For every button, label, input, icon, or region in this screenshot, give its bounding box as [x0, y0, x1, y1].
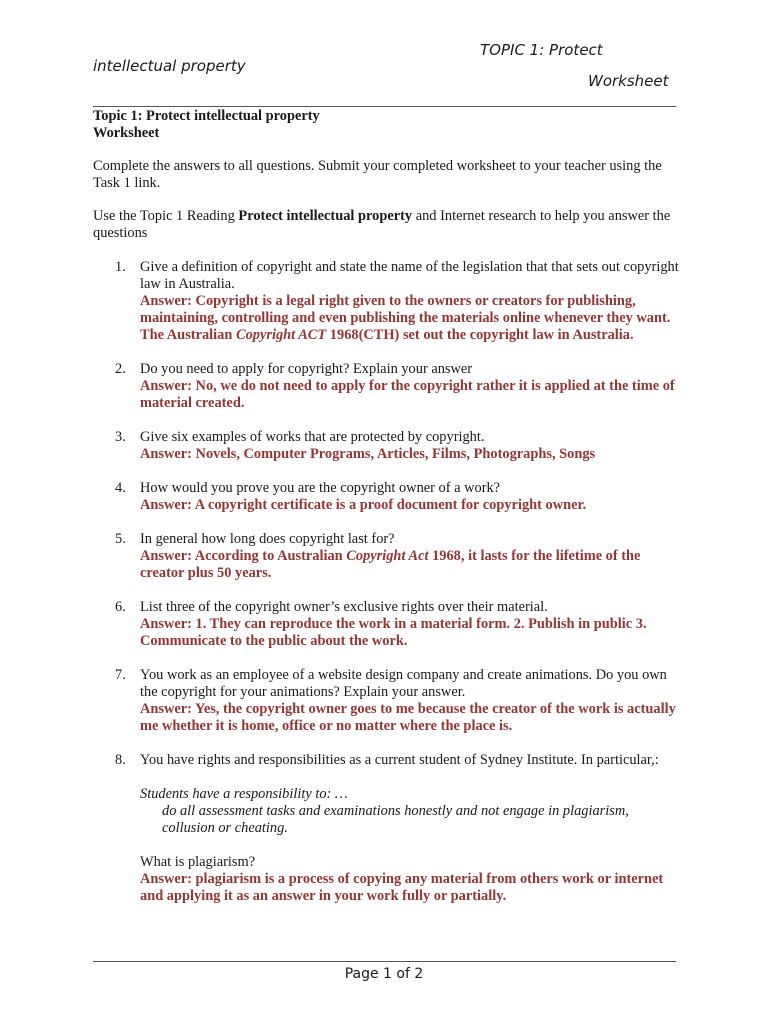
header-topic: TOPIC 1: Protect [480, 41, 603, 59]
footer-rule [93, 961, 676, 962]
question-text: You work as an employee of a website design company and create animations. Do you own the copyright for your animations? Explain your answer. [140, 667, 667, 700]
answer-text: Answer: Novels, Computer Programs, Articles, Films, Photographs, Songs [140, 446, 596, 462]
question-item [93, 531, 683, 582]
question-number: 7. [115, 667, 126, 683]
question-number: 2. [115, 361, 126, 377]
responsibility-quote [140, 786, 683, 837]
question-text: In general how long does copyright last for? [140, 531, 395, 547]
answer-part: Answer: According to Australian [140, 548, 347, 564]
question-text: List three of the copyright owner’s exclusive rights over their material. [140, 599, 548, 615]
question-number: 1. [115, 259, 126, 275]
plagiarism-question: What is plagiarism? [140, 854, 256, 870]
answer-legislation-name: Copyright Act [346, 548, 429, 564]
question-number: 6. [115, 599, 126, 615]
question-number: 5. [115, 531, 126, 547]
answer-text: Answer: 1. They can reproduce the work in a material form. 2. Publish in public 3. Communicate to the public about the work. [140, 616, 647, 649]
question-item [93, 361, 683, 412]
answer-text [140, 548, 683, 582]
answer-text: Answer: plagiarism is a process of copying any material from others work or internet and applying it as an answer in your work fully or partially. [140, 871, 664, 904]
header-kind: Worksheet [588, 72, 669, 90]
answer-text: Answer: No, we do not need to apply for the copyright rather it is applied at the time of material created. [140, 378, 675, 411]
instruction-prefix: Use the Topic 1 Reading [93, 208, 239, 224]
question-text: You have rights and responsibilities as a current student of Sydney Institute. In particular,: [140, 752, 659, 768]
question-item [93, 752, 683, 905]
question-item [93, 599, 683, 650]
answer-text: Answer: A copyright certificate is a proof document for copyright owner. [140, 497, 587, 513]
document-subtitle: Worksheet [93, 125, 160, 141]
answer-part: 1968, it lasts for the lifetime of the creator plus 50 years. [140, 548, 641, 581]
quote-lead: Students have a responsibility to: … [140, 786, 348, 802]
instruction-suffix: and Internet research to help you answer the questions [93, 208, 671, 241]
question-number: 8. [115, 752, 126, 768]
question-number: 4. [115, 480, 126, 496]
question-text: Give a definition of copyright and state the name of the legislation that that sets out copyright law in Australia. [140, 259, 679, 292]
instruction-reading-title: Protect intellectual property [238, 208, 413, 224]
question-item [93, 259, 683, 344]
question-number: 3. [115, 429, 126, 445]
header-subject: intellectual property [93, 57, 246, 75]
question-item [93, 667, 683, 735]
answer-part: 1968(CTH) set out the copyright law in Australia. [326, 327, 634, 343]
document-title: Topic 1: Protect intellectual property [93, 108, 320, 124]
question-text: Give six examples of works that are protected by copyright. [140, 429, 485, 445]
quote-body: do all assessment tasks and examinations honestly and not engage in plagiarism, collusion or cheating. [162, 803, 629, 836]
question-text: How would you prove you are the copyright owner of a work? [140, 480, 501, 496]
question-text: Do you need to apply for copyright? Explain your answer [140, 361, 473, 377]
header-rule [93, 106, 676, 107]
question-item [93, 480, 683, 514]
answer-part: Answer: Copyright is a legal right given to the owners or creators for publishing, maintaining, controlling and even publishing the materials online whenever they want. The Australian [140, 293, 671, 343]
intro-paragraph: Complete the answers to all questions. Submit your completed worksheet to your teacher using the Task 1 link. [93, 158, 662, 191]
answer-text: Answer: Yes, the copyright owner goes to me because the creator of the work is actually me whether it is home, office or no matter where the place is. [140, 701, 676, 734]
question-item [93, 429, 683, 463]
document-title-block [93, 108, 683, 142]
page-number: Page 1 of 2 [344, 966, 424, 982]
answer-legislation-name: Copyright ACT [235, 327, 327, 343]
answer-text [140, 293, 683, 344]
instruction-paragraph [93, 208, 683, 242]
question-list [93, 259, 683, 922]
